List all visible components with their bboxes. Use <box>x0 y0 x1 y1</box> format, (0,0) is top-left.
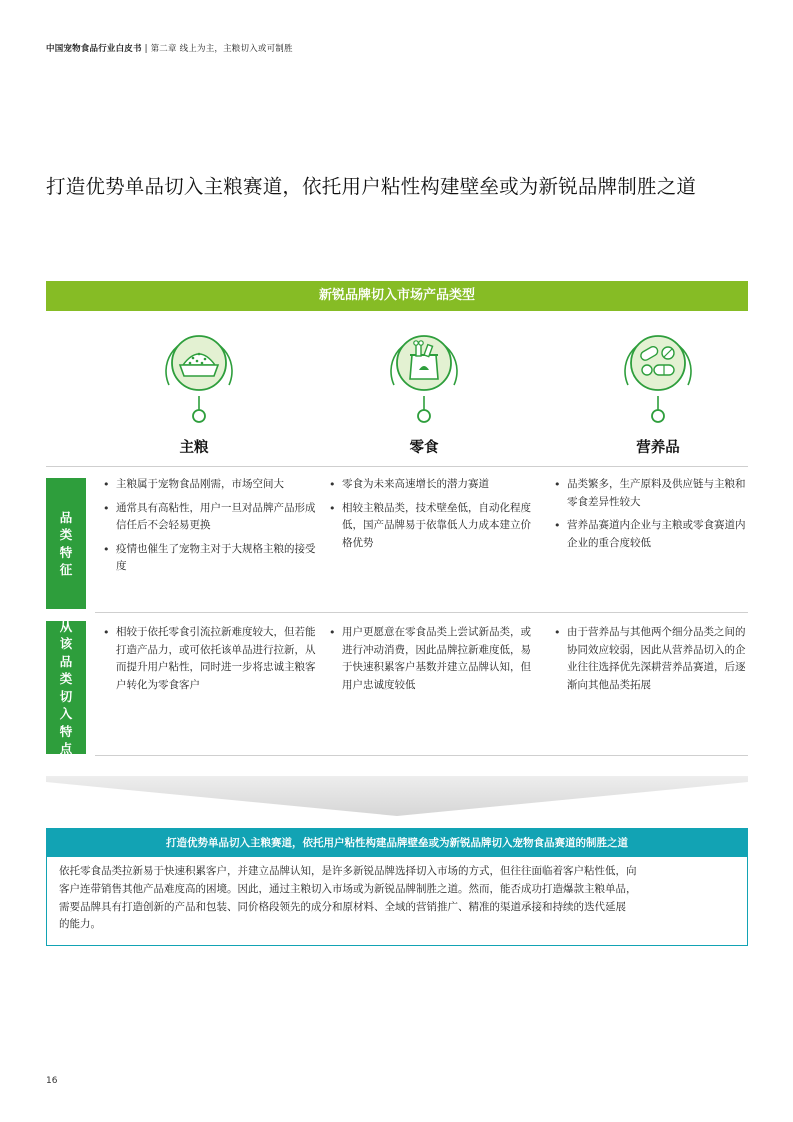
book-title: 中国宠物食品行业白皮书 <box>46 44 142 54</box>
running-header <box>46 42 293 54</box>
category-title-supplement: 营养品 <box>636 440 680 456</box>
list-item: • 营养品赛道内企业与主粮或零食赛道内企业的重合度较低 <box>554 517 750 552</box>
list-item: • 相较主粮品类，技术壁垒低，自动化程度低，国产品牌易于依靠低人力成本建立价格优势 <box>329 500 541 553</box>
list-item: • 相较于依托零食引流拉新难度较大，但若能打造产品力，或可依托该单品进行拉新，从而提升用户粘性，同时进一步将忠诚主粮客户转化为零食客户 <box>103 624 317 694</box>
cell-supplement-features <box>554 476 750 558</box>
supplement-pills-icon <box>618 323 698 433</box>
cell-staple-features <box>103 476 317 582</box>
chapter-title: 第二章 线上为主，主粮切入或可制胜 <box>150 44 293 54</box>
conclusion-body <box>47 857 747 934</box>
list-item: • 通常具有高粘性，用户一旦对品牌产品形成信任后不会轻易更换 <box>103 500 317 535</box>
category-title-staple: 主粮 <box>179 440 209 456</box>
pet-food-bowl-icon <box>159 323 239 433</box>
list-item: • 品类繁多，生产原料及供应链与主粮和零食差异性较大 <box>554 476 750 511</box>
cell-snack-features <box>329 476 541 558</box>
list-item: • 疫情也催生了宠物主对于大规格主粮的接受度 <box>103 541 317 576</box>
table-top-divider <box>46 466 748 467</box>
list-item: • 用户更愿意在零食品类上尝试新品类，或进行冲动消费，因此品牌拉新难度低，易于快速积累客户基数并建立品牌认知，但用户忠诚度较低 <box>329 624 541 694</box>
page-number: 16 <box>46 1076 58 1086</box>
row-label-category-features: 品 类 特 征 <box>46 478 86 609</box>
conclusion-line: 的能力。 <box>59 918 101 931</box>
down-arrow-shape <box>46 776 748 816</box>
list-item: • 主粮属于宠物食品刚需，市场空间大 <box>103 476 317 494</box>
conclusion-line: 客户连带销售其他产品难度高的困境。因此，通过主粮切入市场或为新锐品牌制胜之道。然而，能否成功打造爆款主粮单品， <box>59 882 637 895</box>
section-banner: 新锐品牌切入市场产品类型 <box>46 281 748 311</box>
list-item: • 由于营养品与其他两个细分品类之间的协同效应较弱，因此从营养品切入的企业往往选择优先深耕营养品赛道，后逐渐向其他品类拓展 <box>554 624 750 694</box>
table-bottom-divider <box>95 755 748 756</box>
conclusion-box <box>46 828 748 946</box>
cell-supplement-entry <box>554 624 750 700</box>
row-label-entry-features: 从 该 品 类 切 入 特 点 <box>46 621 86 754</box>
cell-staple-entry <box>103 624 317 700</box>
conclusion-line: 依托零食品类拉新易于快速积累客户，并建立品牌认知，是许多新锐品牌选择切入市场的方式，但往往面临着客户粘性低，向 <box>59 865 637 877</box>
header-separator: | <box>144 44 148 54</box>
snack-bag-icon <box>384 323 464 433</box>
conclusion-title: 打造优势单品切入主粮赛道，依托用户粘性构建品牌壁垒或为新锐品牌切入宠物食品赛道的制胜之道 <box>47 829 747 857</box>
table-row-divider <box>95 612 748 613</box>
category-title-snack: 零食 <box>409 440 439 456</box>
list-item: • 零食为未来高速增长的潜力赛道 <box>329 476 541 494</box>
conclusion-line: 需要品牌具有打造创新的产品和包装、同价格段领先的成分和原材料、全域的营销推广、精准的渠道承接和持续的迭代延展 <box>59 900 626 913</box>
page-title: 打造优势单品切入主粮赛道，依托用户粘性构建壁垒或为新锐品牌制胜之道 <box>46 175 697 198</box>
cell-snack-entry <box>329 624 541 700</box>
